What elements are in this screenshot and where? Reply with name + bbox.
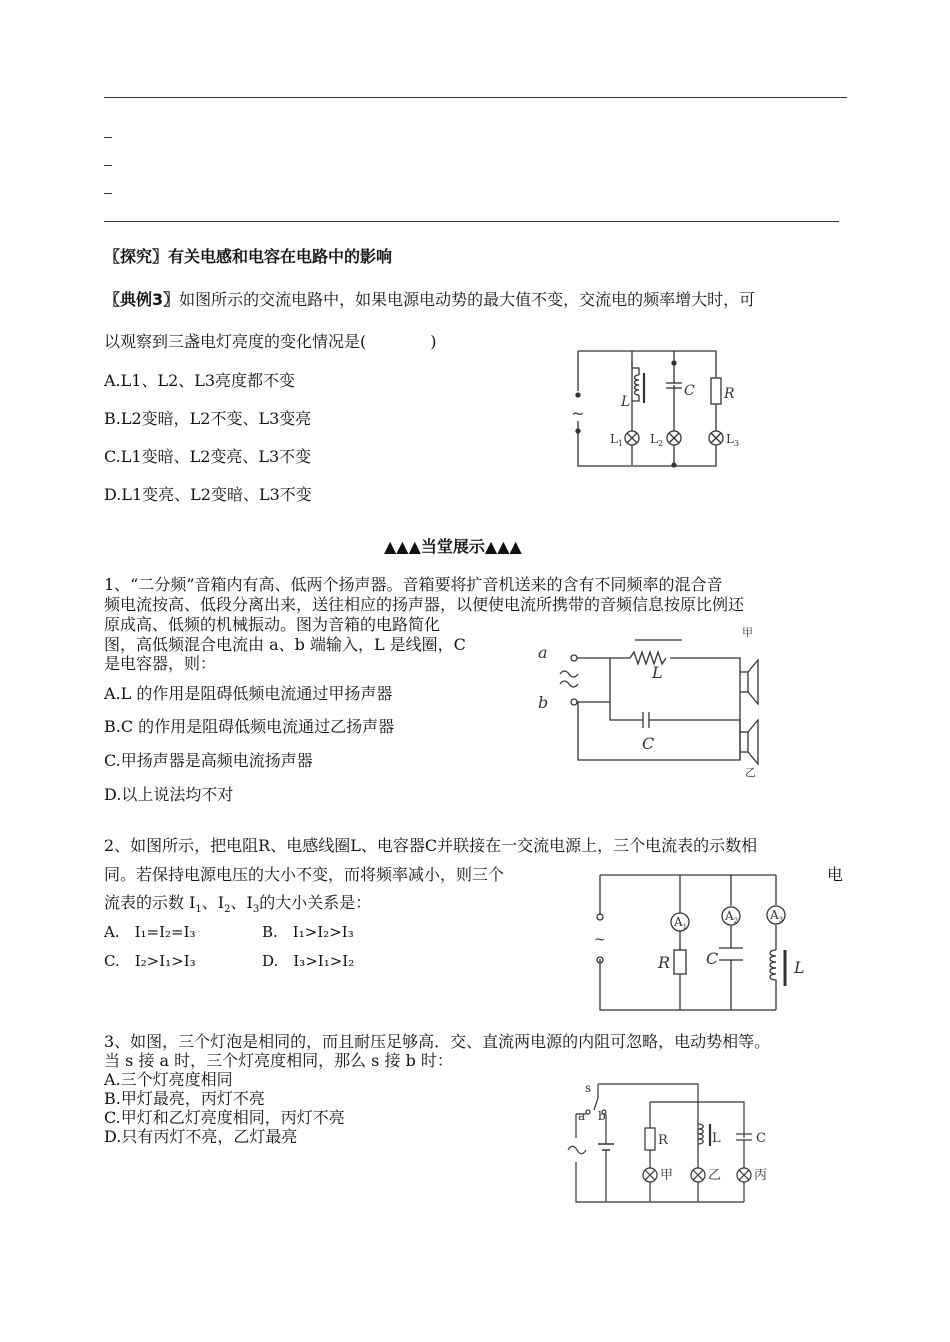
top-rule xyxy=(104,97,847,98)
q1-option-a: A.L 的作用是阻碍低频电流通过甲扬声器 xyxy=(104,684,393,703)
example3-option-d: D.L1变亮、L2变暗、L3不变 xyxy=(104,485,312,504)
dash-mark xyxy=(104,165,112,166)
q2-line1: 2、如图所示，把电阻R、电感线圈L、电容器C并联接在一交流电源上，三个电流表的示数相 xyxy=(104,836,758,855)
q1-line: 图，高低频混合电流由 a、b 端输入，L 是线圈，C xyxy=(104,635,466,654)
q1-line: 频电流按高、低段分离出来，送往相应的扬声器，以便使电流所携带的音频信息按原比例还 xyxy=(104,595,745,614)
speaker-jia-label: 甲 xyxy=(742,626,753,639)
example3-text: 如图所示的交流电路中，如果电源电动势的最大值不变，交流电的频率增大时，可 xyxy=(179,290,756,309)
resistor-label: R xyxy=(658,1133,668,1148)
example3-line1 xyxy=(104,290,755,310)
q2-line3: 流表的示数 $I_1$、$I_2$、$I_3$的大小关系是： xyxy=(104,893,372,916)
display-header: ▲▲▲当堂展示▲▲▲ xyxy=(384,537,522,556)
example3-circuit-diagram xyxy=(566,343,746,488)
lamp-jia xyxy=(643,1168,657,1182)
lamp-l2 xyxy=(667,431,681,445)
inductor-label: L xyxy=(712,1131,721,1146)
speaker-yi-label: 乙 xyxy=(745,766,756,779)
contact-a-label: a xyxy=(578,1109,586,1123)
ammeter-a3 xyxy=(767,906,785,924)
q3-line: 当 s 接 a 时，三个灯亮度相同，那么 s 接 b 时： xyxy=(104,1051,453,1070)
lamp-bing-label: 丙 xyxy=(754,1168,768,1183)
q3-option-b: B.甲灯最亮，丙灯不亮 xyxy=(104,1089,265,1108)
ammeter-a1 xyxy=(671,913,689,931)
q2-option-c: C. I₂>I₁>I₃ xyxy=(104,952,196,970)
inductor-label: L xyxy=(621,394,631,410)
source-symbol: ~ xyxy=(594,932,606,948)
example3-line2: 以观察到三盏电灯亮度的变化情况是( ) xyxy=(104,332,437,351)
capacitor-label: C xyxy=(756,1131,766,1146)
terminal-b-label: b xyxy=(538,693,549,712)
q3-option-a: A.三个灯亮度相同 xyxy=(104,1070,233,1089)
q3-option-d: D.只有丙灯不亮，乙灯最亮 xyxy=(104,1127,298,1146)
switch-lamp-circuit-diagram xyxy=(558,1078,788,1208)
second-rule xyxy=(104,221,839,222)
q2-option-d: D. I₃>I₁>I₂ xyxy=(262,952,355,970)
q2-option-b: B. I₁>I₂>I₃ xyxy=(262,923,354,941)
q2-line2: 同。若保持电源电压的大小不变，而将频率减小，则三个 xyxy=(104,865,505,884)
ammeter-circuit-diagram xyxy=(588,868,808,1013)
example3-option-a: A.L1、L2、L3亮度都不变 xyxy=(104,371,296,390)
q3-line: 3、如图，三个灯泡是相同的，而且耐压足够高．交、直流两电源的内阻可忽略，电动势相等。 xyxy=(104,1032,771,1051)
lamp-l3 xyxy=(709,431,723,445)
lamp-bing xyxy=(737,1168,751,1182)
lamp-l2-label: $L_2$ xyxy=(650,432,664,448)
q2-option-a: A. I₁=I₂=I₃ xyxy=(104,923,196,941)
q3-option-c: C.甲灯和乙灯亮度相同，丙灯不亮 xyxy=(104,1108,345,1127)
lamp-l1-label: $L_1$ xyxy=(610,432,624,448)
dash-mark xyxy=(104,193,112,194)
switch-s-label: s xyxy=(585,1081,592,1095)
example3-option-c: C.L1变暗、L2变亮、L3不变 xyxy=(104,447,312,466)
lamp-jia-label: 甲 xyxy=(660,1168,674,1183)
example3-option-b: B.L2变暗，L2不变、L3变亮 xyxy=(104,409,312,428)
q1-line: 是电容器，则： xyxy=(104,654,217,673)
lamp-l3-label: $L_3$ xyxy=(726,432,740,448)
terminal-a-label: a xyxy=(538,643,548,662)
example3-label: 〖典例3〗 xyxy=(104,290,180,309)
q1-option-d: D.以上说法均不对 xyxy=(104,785,234,804)
capacitor-label: C xyxy=(706,949,719,968)
q2-line3-head: 流表的示数 I xyxy=(104,893,196,912)
ammeter-a2 xyxy=(722,907,740,925)
svg-text:A3: $A_3$ xyxy=(770,908,784,924)
contact-b-label: b xyxy=(598,1109,606,1123)
svg-text:A2: $A_2$ xyxy=(725,909,739,925)
inductor-label: L xyxy=(794,958,805,977)
speaker-crossover-diagram xyxy=(530,622,780,782)
source-symbol: ~ xyxy=(571,404,585,423)
q1-option-b: B.C 的作用是阻碍低频电流通过乙扬声器 xyxy=(104,717,395,736)
capacitor-label: C xyxy=(642,734,655,753)
lamp-l1 xyxy=(625,431,639,445)
svg-text:A1: $A_1$ xyxy=(674,915,688,931)
q1-line: 原成高、低频的机械振动。图为音箱的电路简化 xyxy=(104,615,441,634)
resistor-label: R xyxy=(658,953,671,972)
inductor-label: L xyxy=(652,663,663,682)
q1-option-c: C.甲扬声器是高频电流扬声器 xyxy=(104,751,313,770)
capacitor-label: C xyxy=(684,383,695,399)
q1-line: 1、“二分频”音箱内有高、低两个扬声器。音箱要将扩音机送来的含有不同频率的混合音 xyxy=(104,575,723,594)
dash-mark xyxy=(104,137,112,138)
lamp-yi-label: 乙 xyxy=(708,1168,722,1183)
resistor-label: R xyxy=(724,386,735,402)
q2-line2-tail: 电 xyxy=(827,865,844,884)
q2-line3-tail: 的大小关系是： xyxy=(259,893,372,912)
section-title: 〖探究〗有关电感和电容在电路中的影响 xyxy=(104,247,393,266)
lamp-yi xyxy=(691,1168,705,1182)
